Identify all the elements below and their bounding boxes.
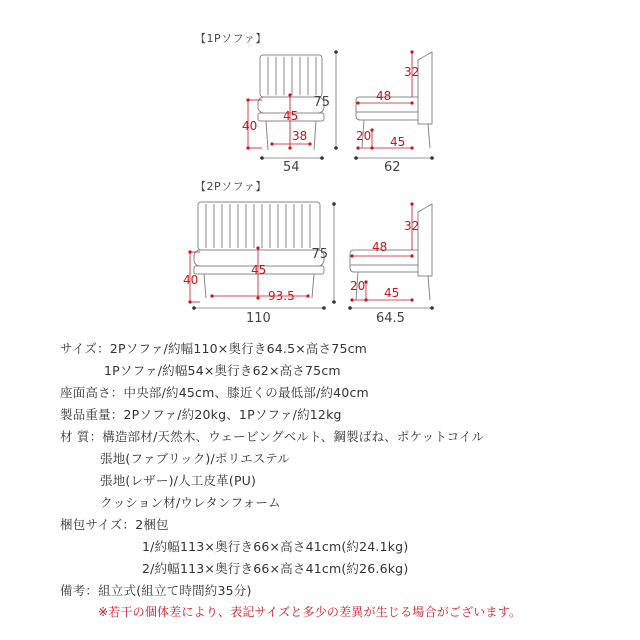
side-2p-label-48: 48 [372,240,388,254]
section-label-1p: 【1Pソファ】 [195,32,267,45]
side-1p-label-45: 45 [390,135,406,149]
spec-fabric: 張地(ファブリック)/ポリエステル [100,451,290,466]
front-2p-label-40: 40 [183,273,199,287]
spec-material: 材 質：構造部材/天然木、ウェービングベルト、鋼製ばね、ポケットコイル [60,429,485,444]
side-1p-label-depth: 62 [384,160,401,175]
spec-size-2p: サイズ：2Pソファ/約幅110×奥行き64.5×高さ75cm [60,341,368,356]
side-2p-label-45: 45 [384,286,400,300]
side-1p-label-75: 75 [313,95,330,110]
front-2p-label-width: 110 [246,311,271,326]
spec-weight: 製品重量：2Pソファ/約20kg、1Pソファ/約12kg [60,407,342,422]
spec-note: ※若干の個体差により、表記サイズと多少の差異が生じる場合がございます。 [98,605,522,619]
spec-cushion: クッション材/ウレタンフォーム [100,495,281,510]
side-2p-label-75: 75 [311,247,328,262]
spec-leather: 張地(レザー)/人工皮革(PU) [100,473,257,488]
side-2p-label-20: 20 [350,279,366,293]
side-1p-label-20: 20 [356,129,372,143]
side-1p-label-48: 48 [376,89,392,103]
front-1p-label-38: 38 [292,129,308,143]
front-2p-label-935: 93.5 [268,289,295,303]
side-2p-label-depth: 64.5 [376,311,405,326]
spec-package: 梱包サイズ：2梱包 [60,517,169,532]
front-1p-label-40: 40 [242,119,258,133]
spec-seat-height: 座面高さ：中央部/約45cm、膝近くの最低部/約40cm [60,385,369,400]
section-label-2p: 【2Pソファ】 [195,180,267,193]
spec-package-2: 2/約幅113×奥行き66×高さ41cm(約26.6kg) [142,561,409,576]
spec-remarks: 備考：組立式(組立て時間約35分) [60,583,252,598]
front-1p-label-45: 45 [283,109,299,123]
spec-package-1: 1/約幅113×奥行き66×高さ41cm(約24.1kg) [142,539,409,554]
side-1p-label-32: 32 [404,65,420,79]
front-2p-label-45: 45 [251,263,267,277]
front-view-1p [246,55,324,160]
side-2p-label-32: 32 [404,219,420,233]
spec-size-1p: 1Pソファ/約幅54×奥行き62×高さ75cm [104,363,341,378]
front-view-2p [188,202,325,310]
front-1p-label-width: 54 [283,160,300,175]
